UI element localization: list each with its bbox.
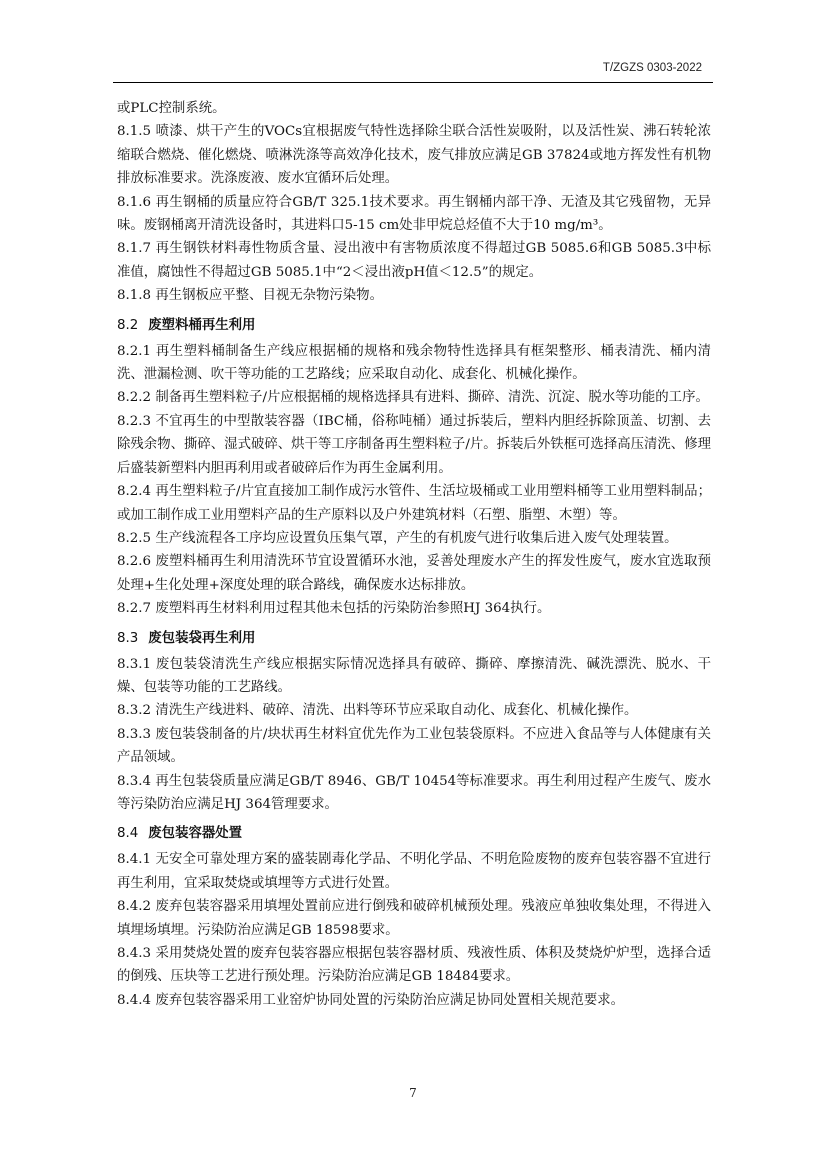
clause-8-4-2: 8.4.2 废弃包装容器采用填埋处置前应进行倒残和破碎机械预处理。残液应单独收集处理，不得进入填埋场填埋。污染防治应满足GB 18598要求。 [117,899,711,938]
clause-8-2-4: 8.2.4 再生塑料粒子/片宜直接加工制作成污水管件、生活垃圾桶或工业用塑料桶等工业用塑料制品；或加工制作成工业用塑料产品的生产原料以及户外建筑材料（石塑、脂塑、木塑）等。 [117,484,711,523]
clause-8-2-1: 8.2.1 再生塑料桶制备生产线应根据桶的规格和残余物特性选择具有框架整形、桶表清洗、桶内清洗、泄漏检测、吹干等功能的工艺路线；应采取自动化、成套化、机械化操作。 [117,343,711,383]
clause-8-1-6: 8.1.6 再生钢桶的质量应符合GB/T 325.1技术要求。再生钢桶内部干净、无渣及其它残留物，无异味。废钢桶离开清洗设备时，其进料口5-15 cm处非甲烷总烃值不大于10 mg/m³。 [117,194,711,234]
clause-8-4-3: 8.4.3 采用焚烧处置的废弃包装容器应根据包装容器材质、残液性质、体积及焚烧炉炉型，选择合适的倒残、压块等工艺进行预处理。污染防治应满足GB 18484要求。 [117,946,711,985]
header-rule [113,82,713,83]
clause-8-2-7: 8.2.7 废塑料再生材料利用过程其他未包括的污染防治参照HJ 364执行。 [117,601,551,617]
clause-8-2-2: 8.2.2 制备再生塑料粒子/片应根据桶的规格选择具有进料、撕碎、清洗、沉淀、脱水等功能的工序。 [117,390,709,406]
clause-8-4-4: 8.4.4 废弃包装容器采用工业窑炉协同处置的污染防治应满足协同处置相关规范要求。 [117,992,624,1008]
clause-8-1-7: 8.1.7 再生钢铁材料毒性物质含量、浸出液中有害物质浓度不得超过GB 5085.6和GB 5085.3中标准值，腐蚀性不得超过GB 5085.1中“2＜浸出液pH值＜12.5”的规定。 [117,241,711,280]
clause-8-2-3: 8.2.3 不宜再生的中型散装容器（IBC桶，俗称吨桶）通过拆装后，塑料内胆经拆除顶盖、切割、去除残余物、撕碎、湿式破碎、烘干等工序制备再生塑料粒子/片。拆装后外铁框可选择高压清洗、修理后盛装新塑料内胆再利用或者破碎后作为再生金属利用。 [117,413,711,476]
section-title: 废包装袋再生利用 [148,630,256,646]
paragraph: 或PLC控制系统。 [117,101,226,116]
section-heading-8-2 [117,314,711,337]
document-code: T/ZGZS 0303-2022 [602,62,702,74]
section-title: 废塑料桶再生利用 [148,317,256,333]
clause-8-2-6: 8.2.6 废塑料桶再生利用清洗环节宜设置循环水池，妥善处理废水产生的挥发性废气，废水宜选取预处理+生化处理+深度处理的联合路线，确保废水达标排放。 [117,554,711,593]
document-body [117,97,711,1012]
clause-8-3-1: 8.3.1 废包装袋清洗生产线应根据实际情况选择具有破碎、撕碎、摩擦清洗、碱洗漂洗、脱水、干燥、包装等功能的工艺路线。 [117,656,711,695]
clause-8-2-5: 8.2.5 生产线流程各工序均应设置负压集气罩，产生的有机废气进行收集后进入废气处理装置。 [117,530,678,546]
clause-8-4-1: 8.4.1 无安全可靠处理方案的盛装剧毒化学品、不明化学品、不明危险废物的废弃包装容器不宜进行再生利用，宜采取焚烧或填埋等方式进行处置。 [117,852,711,891]
section-number: 8.2 [117,317,139,333]
clause-8-3-2: 8.3.2 清洗生产线进料、破碎、清洗、出料等环节应采取自动化、成套化、机械化操作。 [117,703,638,719]
section-number: 8.3 [117,630,139,646]
clause-8-1-8: 8.1.8 再生钢板应平整、目视无杂物污染物。 [117,288,383,304]
section-heading-8-3 [117,627,711,650]
section-heading-8-4 [117,822,711,845]
clause-8-1-5: 8.1.5 喷漆、烘干产生的VOCs宜根据废气特性选择除尘联合活性炭吸附，以及活性炭、沸石转轮浓缩联合燃烧、催化燃烧、喷淋洗涤等高效净化技术，废气排放应满足GB 37824或地方挥发性有机物排放标准要求。洗涤废液、废水宜循环后处理。 [117,124,711,187]
clause-8-3-4: 8.3.4 再生包装袋质量应满足GB/T 8946、GB/T 10454等标准要求。再生利用过程产生废气、废水等污染防治应满足HJ 364管理要求。 [117,773,711,812]
clause-8-3-3: 8.3.3 废包装袋制备的片/块状再生材料宜优先作为工业包装袋原料。不应进入食品等与人体健康有关产品领域。 [117,726,711,766]
page-number: 7 [409,1086,417,1100]
section-number: 8.4 [117,826,139,842]
section-title: 废包装容器处置 [148,826,243,842]
